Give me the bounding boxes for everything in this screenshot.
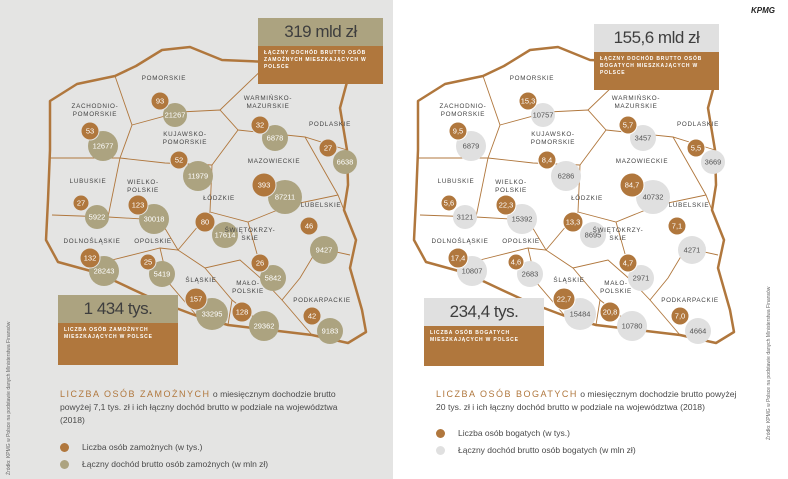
region-label-line: PODLASKIE [677, 121, 719, 128]
region-label [571, 193, 603, 202]
region-lodzkie [563, 193, 606, 248]
caption-line-3: (2018) [60, 415, 85, 425]
region-label-line: ŁÓDZKIE [203, 195, 235, 202]
income-value: 3457 [634, 133, 652, 143]
legend-income [60, 459, 268, 469]
region-label-line: DOLNOŚLĄSKIE [63, 238, 121, 245]
total-income-desc: ŁĄCZNY DOCHÓD BRUTTO OSÓB BOGATYCH MIESZKAJĄCYCH W POLSCE [594, 52, 719, 90]
people-value: 4,7 [622, 258, 634, 268]
legend-income-dot [60, 460, 69, 469]
income-value: 29362 [253, 321, 275, 331]
income-value: 28243 [93, 266, 115, 276]
region-label [293, 297, 351, 304]
region-opolskie [134, 238, 175, 287]
income-value: 9183 [321, 326, 339, 336]
source-note: Źródło: KPMG w Polsce na podstawie danych Ministerstwa Finansów [6, 321, 12, 475]
total-people-box [424, 298, 544, 366]
region-kujawsko-pomorskie [531, 131, 581, 191]
total-income-value: 319 mld zł [258, 18, 383, 46]
region-label [612, 93, 660, 110]
region-warminsko-mazurskie [612, 93, 660, 151]
total-people-value: 234,4 tys. [424, 298, 544, 326]
region-label-line: POMORSKIE [162, 139, 208, 146]
people-value: 27 [76, 198, 86, 208]
source-note: Źródło: KPMG w Polsce na podstawie danych Ministerstwa Finansów [766, 286, 772, 440]
income-value: 10780 [621, 321, 643, 331]
people-value: 8,4 [541, 155, 553, 165]
region-label-line: DOLNOŚLĄSKIE [431, 238, 489, 245]
region-label [669, 202, 710, 209]
region-label-line: WIELKO- [495, 179, 527, 186]
people-value: 4,6 [510, 257, 522, 267]
region-label [248, 158, 300, 165]
income-value: 15484 [569, 309, 591, 319]
region-label-line: POLSKIE [127, 187, 159, 194]
region-podkarpackie [293, 297, 351, 344]
legend-people-dot [60, 443, 69, 452]
people-value: 393 [257, 180, 271, 190]
region-label [661, 297, 719, 304]
region-label-line: LUBUSKIE [69, 178, 107, 185]
region-label-line: PODKARPACKIE [661, 297, 719, 304]
people-value: 32 [255, 120, 265, 130]
income-value: 6638 [336, 157, 354, 167]
region-label [677, 121, 719, 128]
region-label-line: MAZURSKIE [246, 103, 290, 110]
region-label-line: POMORSKIE [141, 75, 187, 82]
region-label-line: POMORSKIE [72, 111, 118, 118]
region-label-line: ŚWIĘTOKRZY- [592, 227, 644, 234]
kpmg-logo: KPMG [751, 6, 775, 15]
right-panel [396, 0, 788, 479]
legend-people [436, 428, 570, 438]
region-label-line: POMORSKIE [530, 139, 576, 146]
legend-people [60, 442, 202, 452]
income-value: 5842 [264, 273, 282, 283]
region-label [309, 121, 351, 128]
region-podlaskie [677, 121, 725, 174]
caption-accent: LICZBA OSÓB ZAMOŻNYCH [60, 389, 211, 399]
region-mazowieckie [248, 158, 302, 214]
region-dolnoslaskie [63, 236, 120, 286]
region-kujawsko-pomorskie [163, 131, 213, 191]
region-label [502, 238, 539, 245]
region-label [127, 179, 159, 194]
income-value: 40732 [642, 192, 664, 202]
income-value: 5419 [153, 269, 171, 279]
region-label [163, 131, 207, 146]
income-value: 9427 [315, 245, 333, 255]
region-label-line: ZACHODNIO- [71, 103, 119, 110]
region-label [600, 280, 632, 295]
legend-people-label: Liczba osób bogatych (w tys.) [458, 428, 570, 438]
region-label-line: MAZOWIECKIE [247, 158, 301, 165]
income-value: 4271 [683, 245, 701, 255]
income-value: 10807 [461, 266, 483, 276]
caption [60, 388, 380, 427]
region-label-line: POLSKIE [232, 288, 264, 295]
income-value: 2971 [632, 273, 650, 283]
income-value: 3669 [704, 157, 722, 167]
people-value: 123 [131, 200, 145, 210]
people-value: 157 [189, 294, 203, 304]
people-value: 84,7 [624, 180, 640, 190]
people-value: 5,5 [690, 143, 702, 153]
caption [436, 388, 766, 414]
people-value: 22,7 [556, 294, 572, 304]
caption-text: o miesięcznym dochodzie brutto powyżej [577, 389, 737, 399]
income-value: 6879 [462, 141, 480, 151]
income-value: 21267 [164, 110, 186, 120]
region-pomorskie [142, 75, 187, 127]
region-dolnoslaskie [431, 236, 488, 286]
region-opolskie [502, 238, 543, 287]
people-value: 15,3 [520, 96, 536, 106]
total-income-desc: ŁĄCZNY DOCHÓD BRUTTO OSÓB ZAMOŻNYCH MIESZKAJĄCYCH W POLSCE [258, 46, 383, 84]
caption-line-2: powyżej 7,1 tys. zł i ich łączny dochód brutto w podziale na województwa [60, 402, 338, 412]
legend-income-label: Łączny dochód brutto osób bogatych (w mln zł) [458, 445, 636, 455]
income-value: 10757 [532, 110, 554, 120]
total-income-box [594, 24, 719, 90]
region-label-line: POLSKIE [600, 288, 632, 295]
income-value: 8695 [584, 230, 602, 240]
region-label [70, 178, 107, 185]
region-label [510, 75, 554, 82]
income-value: 33295 [201, 309, 223, 319]
region-label-line: WARMIŃSKO- [243, 95, 293, 102]
region-label-line: LUBELSKIE [668, 202, 710, 209]
region-label-line: LUBUSKIE [437, 178, 475, 185]
region-label [440, 103, 487, 118]
income-value: 11979 [187, 171, 209, 181]
total-income-value: 155,6 mld zł [594, 24, 719, 52]
people-value: 80 [200, 217, 210, 227]
region-lubelskie [668, 202, 709, 264]
region-label [63, 236, 120, 245]
region-label-line: KUJAWSKO- [531, 131, 575, 138]
region-label [616, 158, 668, 165]
region-label-line: POMORSKIE [440, 111, 486, 118]
income-value: 5922 [88, 212, 106, 222]
region-label [232, 280, 264, 295]
caption-line-2: 20 tys. zł i ich łączny dochód brutto w podziale na województwa (2018) [436, 402, 705, 412]
region-lubelskie [300, 202, 341, 264]
total-people-value: 1 434 tys. [58, 295, 178, 323]
region-slaskie [185, 275, 228, 330]
income-value: 6286 [557, 171, 575, 181]
region-label [244, 93, 292, 110]
region-label-line: SKIE [609, 235, 627, 242]
people-value: 9,5 [452, 126, 464, 136]
income-value: 30018 [143, 214, 165, 224]
region-border [476, 158, 488, 217]
legend-income-dot [436, 446, 445, 455]
legend-income [436, 445, 636, 455]
region-label-line: KUJAWSKO- [163, 131, 207, 138]
region-podkarpackie [661, 297, 719, 344]
region-label [495, 179, 527, 194]
region-podlaskie [309, 121, 357, 174]
region-label-line: ŚLĄSKIE [553, 277, 585, 284]
income-value: 15392 [511, 214, 533, 224]
legend-income-label: Łączny dochód brutto osób zamożnych (w mln zł) [82, 459, 269, 469]
region-label-line: WARMIŃSKO- [611, 95, 661, 102]
people-value: 93 [155, 96, 165, 106]
left-panel [0, 0, 393, 479]
income-value: 4664 [689, 326, 707, 336]
region-label-line: WIELKO- [127, 179, 159, 186]
people-value: 26 [255, 258, 265, 268]
total-people-box [58, 295, 178, 365]
region-mazowieckie [616, 158, 670, 214]
region-label-line: MAZURSKIE [614, 103, 658, 110]
people-value: 22,3 [498, 200, 514, 210]
region-label [553, 275, 584, 284]
caption-text: o miesięcznym dochodzie brutto [210, 389, 336, 399]
people-value: 52 [174, 155, 184, 165]
people-value: 27 [323, 143, 333, 153]
people-value: 17,4 [450, 253, 466, 263]
people-value: 132 [83, 253, 97, 263]
total-people-desc: LICZBA OSÓB BOGATYCH MIESZKAJĄCYCH W POLSCE [424, 326, 544, 366]
region-label [134, 238, 171, 245]
region-label-line: POLSKIE [495, 187, 527, 194]
income-value: 3121 [456, 212, 474, 222]
region-label [531, 131, 575, 146]
total-people-desc: LICZBA OSÓB ZAMOŻNYCH MIESZKAJĄCYCH W POLSCE [58, 323, 178, 365]
people-value: 5,7 [622, 120, 634, 130]
region-label-line: ZACHODNIO- [439, 103, 487, 110]
region-warminsko-mazurskie [244, 93, 292, 151]
people-value: 7,0 [674, 311, 686, 321]
region-label [203, 193, 235, 202]
region-label-line: MAŁO- [236, 280, 260, 287]
region-zachodnio-pomorskie [440, 103, 487, 161]
region-lodzkie [195, 193, 238, 248]
region-label [72, 103, 119, 118]
region-lubuskie [70, 178, 109, 229]
region-label [185, 275, 216, 284]
total-income-box [258, 18, 383, 84]
people-value: 46 [304, 221, 314, 231]
region-label-line: ŚLĄSKIE [185, 277, 217, 284]
region-label-line: PODKARPACKIE [293, 297, 351, 304]
income-value: 87211 [274, 192, 296, 202]
legend-people-dot [436, 429, 445, 438]
region-label [438, 178, 475, 185]
region-label [301, 202, 342, 209]
people-value: 42 [307, 311, 317, 321]
people-value: 20,8 [602, 307, 618, 317]
region-zachodnio-pomorskie [72, 103, 119, 161]
region-label-line: OPOLSKIE [134, 238, 172, 245]
region-label-line: PODLASKIE [309, 121, 351, 128]
region-wielko-polskie [495, 179, 537, 234]
people-value: 53 [85, 126, 95, 136]
income-value: 12677 [92, 141, 114, 151]
region-wielko-polskie [127, 179, 169, 234]
people-value: 13,3 [565, 217, 581, 227]
caption-accent: LICZBA OSÓB BOGATYCH [436, 389, 578, 399]
people-value: 5,6 [443, 198, 455, 208]
legend-people-label: Liczba osób zamożnych (w tys.) [82, 442, 203, 452]
region-label [431, 236, 488, 245]
region-label [142, 75, 186, 82]
region-label-line: MAŁO- [604, 280, 628, 287]
income-value: 6878 [266, 133, 284, 143]
region-label-line: ŚWIĘTOKRZY- [224, 227, 276, 234]
region-label-line: MAZOWIECKIE [615, 158, 669, 165]
region-label-line: ŁÓDZKIE [571, 195, 603, 202]
income-value: 17614 [214, 230, 236, 240]
region-label-line: LUBELSKIE [300, 202, 342, 209]
people-value: 128 [235, 307, 249, 317]
people-value: 7,1 [671, 221, 683, 231]
income-value: 2683 [521, 269, 539, 279]
region-label-line: POMORSKIE [509, 75, 555, 82]
region-label-line: SKIE [241, 235, 259, 242]
region-slaskie [553, 275, 596, 330]
region-border [108, 158, 120, 217]
people-value: 25 [143, 257, 153, 267]
region-label-line: OPOLSKIE [502, 238, 540, 245]
region-pomorskie [510, 75, 555, 127]
region-lubuskie [438, 178, 477, 229]
